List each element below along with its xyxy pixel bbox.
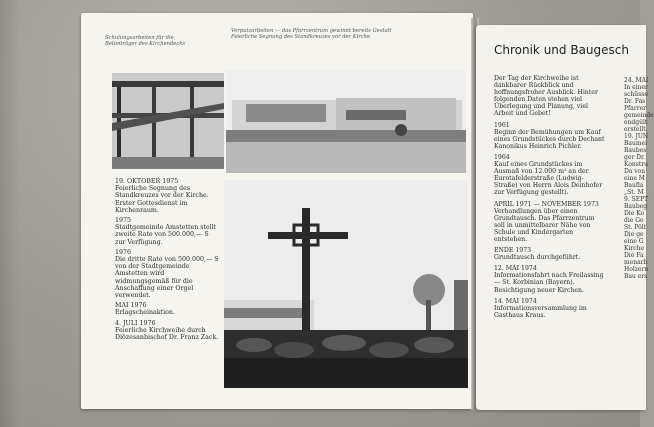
edge-fragment: endgült xyxy=(624,119,648,126)
caption-right xyxy=(231,28,471,40)
chronicle-date-6: 4. JULI 1976 xyxy=(115,319,156,327)
caption-left xyxy=(105,35,225,47)
entry-text-4: Grundtausch durchgeführt. xyxy=(494,254,581,262)
entry-text-3: Verhandlungen über einen Grundtausch. Das Pfarrzentrum soll in unmittelbarer Nähe von Schule und Kindergarten entstehen. xyxy=(494,207,595,243)
edge-fragment: Die Ko xyxy=(624,210,645,217)
photo-cross-blessing xyxy=(224,180,468,388)
entry-text-1: Beginn der Bemühungen um Kauf eines Grundstückes durch Dechant Kanonikus Heinrich Pichler. xyxy=(494,128,605,150)
chronicle-text-5: Erlagscheinaktion. xyxy=(115,309,175,317)
caption-right-line-1: Verputzarbeiten — das Pfarrzentrum gewinnt bereits Gestalt xyxy=(231,28,392,34)
edge-fragment: Bau ers xyxy=(624,273,648,280)
chronicle-text-6: Feierliche Kirchweihe durch Diözesanbischof Dr. Franz Zack. xyxy=(115,326,219,342)
entry-year-1: 1961 xyxy=(494,121,510,129)
chronicle-date-1: 19. OKTOBER 1975 xyxy=(115,178,179,185)
chronicle-date-5: MAI 1976 xyxy=(115,302,147,310)
edge-fragment: 24. MAI xyxy=(624,77,649,84)
edge-fragment: Dr. Fas xyxy=(624,98,646,105)
caption-right-line-2: Feierliche Segnung des Standkreuzes vor der Kirche xyxy=(231,34,371,40)
edge-fragment: Baubes xyxy=(624,147,647,154)
edge-fragment: erstellt. xyxy=(624,126,648,133)
right-chronicle xyxy=(494,75,606,319)
edge-fragment: „St. M xyxy=(624,189,644,196)
left-page xyxy=(81,13,473,409)
edge-fragment: Da von xyxy=(624,168,646,175)
edge-fragment: In einer xyxy=(624,84,648,91)
entry-text-2: Kauf eines Grundstückes im Ausmaß von 12.000 m² an der Eurotafelderstraße (Ludwig-Straße) von Herrn Alois Deinhofer zur Verfügung gestellt). xyxy=(494,161,603,197)
edge-fragment: ger Dr. xyxy=(624,154,646,161)
chronicle-text-2: Erster Gottesdienst im Kirchenraum. xyxy=(115,199,188,214)
entry-text-5: Informationsfahrt nach Freilassing — St. Korbinian (Bayern). Besichtigung neuer Kirchen. xyxy=(494,272,604,294)
page-title: Chronik und Baugesch xyxy=(494,43,629,57)
edge-fragment: eine G xyxy=(624,238,644,245)
left-shadow xyxy=(0,0,20,427)
photo-building-construction xyxy=(226,70,466,173)
edge-fragment: schüsse xyxy=(624,91,648,98)
edge-fragment: die Ge xyxy=(624,217,644,224)
edge-fragment: Die ge xyxy=(624,231,644,238)
edge-fragment: menarb xyxy=(624,259,648,266)
entry-year-6: 14. MAI 1974 xyxy=(494,297,537,305)
entry-year-5: 12. MAI 1974 xyxy=(494,265,537,273)
edge-fragment: Die Fa xyxy=(624,252,644,259)
edge-fragment: Baumei xyxy=(624,140,648,147)
edge-fragment: Kirche xyxy=(624,245,645,252)
chronicle-date-4: 1976 xyxy=(115,248,132,256)
right-page xyxy=(476,25,654,410)
entry-text-6: Informationsversammlung im Gasthaus Kraus. xyxy=(494,304,587,319)
edge-fragment: gemeinde xyxy=(624,112,654,119)
intro-text: Der Tag der Kirchweihe ist dankbarer Rückblick und hoffnungsfroher Ausblick. Hinter folgenden Daten stehen viel Überlegung und Planung, viel Arbeit und Gebet! xyxy=(494,75,598,118)
chronicle-text-3: Stadtgemeinde Amstetten stellt zweite Rate von 500.000,— S zur Verfügung. xyxy=(115,224,217,246)
chronicle-date-3: 1975 xyxy=(115,217,132,225)
edge-fragment: 9. SEPT xyxy=(624,196,649,203)
chronicle-text-4: Die dritte Rate von 500.000,— S von der Stadtgemeinde Amstetten wird widmungsgemäß für die Anschaffung einer Orgel verwendet. xyxy=(115,256,219,300)
edge-fragment: Baufla xyxy=(624,182,644,189)
entry-year-4: ENDE 1973 xyxy=(494,247,532,255)
edge-fragment: Pfarrer xyxy=(624,105,646,112)
photo-concrete-works xyxy=(112,73,224,169)
caption-left-line-1: Schulungsarbeiten für die xyxy=(105,35,174,41)
right-edge-fragments xyxy=(624,77,654,280)
edge-fragment: Konstru xyxy=(624,161,649,168)
edge-fragment: St. Pölt xyxy=(624,224,647,231)
edge-fragment: eine M xyxy=(624,175,645,182)
chronicle-text-1: Feierliche Segnung des Standkreuzes vor der Kirche. xyxy=(115,185,209,200)
entry-year-2: 1964 xyxy=(494,153,510,161)
chronicle-list xyxy=(115,175,219,341)
edge-fragment: 19. JUN xyxy=(624,133,649,140)
caption-left-line-2: Betonträger des Kirchendecks xyxy=(105,41,186,47)
entry-year-3: APRIL 1971 — NOVEMBER 1973 xyxy=(494,200,599,208)
edge-fragment: Baubeg xyxy=(624,203,648,210)
edge-fragment: Holzern xyxy=(624,266,649,273)
